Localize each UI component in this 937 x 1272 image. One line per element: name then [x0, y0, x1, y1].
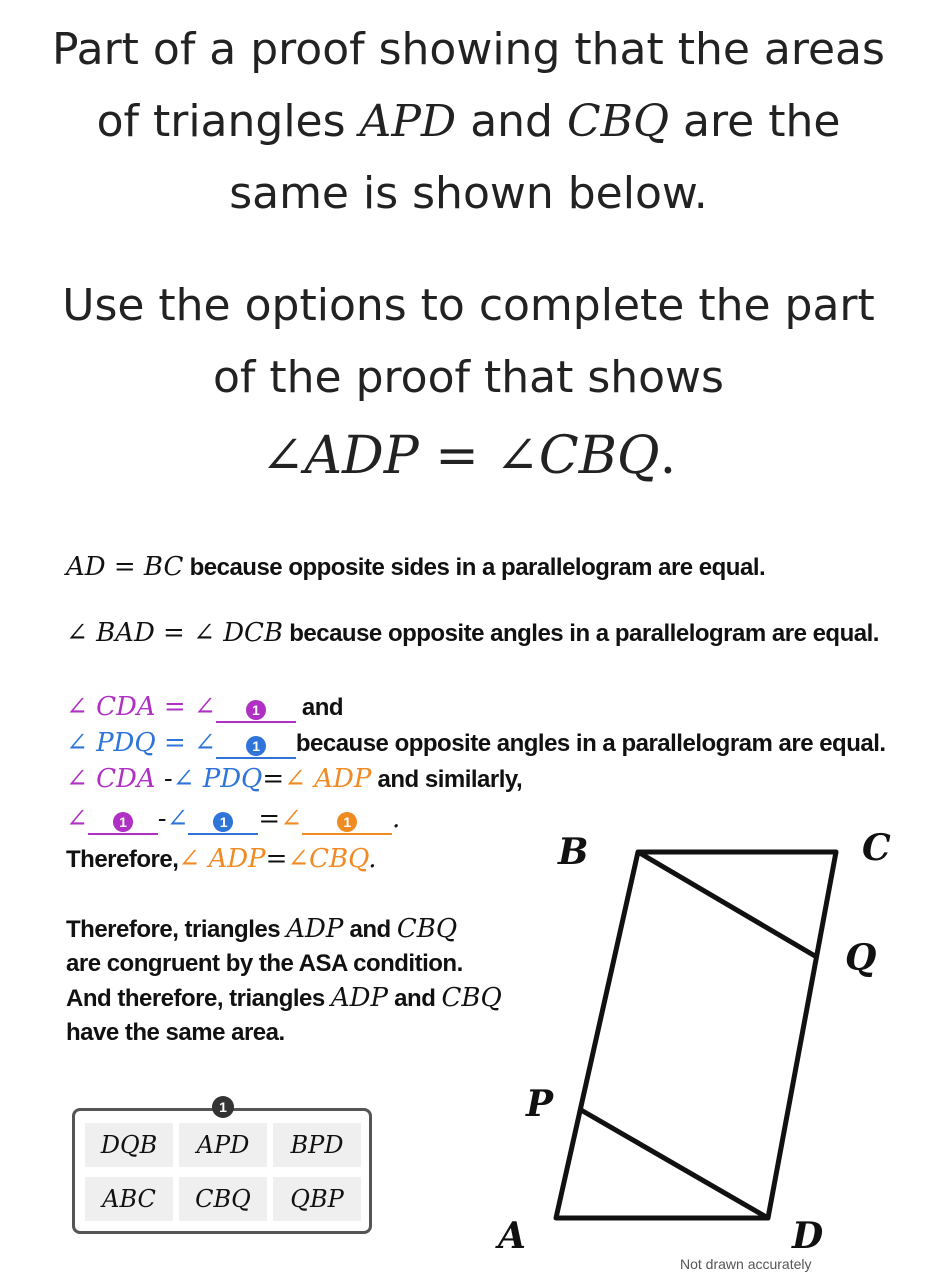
- proof-line-5: [66, 764, 522, 794]
- point-label-p: P: [526, 1083, 554, 1125]
- proof-text: And therefore, triangles: [66, 985, 331, 1012]
- intro-text: of triangles: [96, 96, 360, 147]
- triangle-apd-label: APD: [359, 96, 457, 147]
- angle-symbol: ∠: [66, 692, 88, 722]
- math-cda: CDA: [96, 692, 156, 722]
- eq-period: .: [659, 426, 677, 486]
- math-period: .: [391, 804, 401, 834]
- segment-bq: [638, 852, 815, 956]
- answer-blank-4[interactable]: [188, 809, 258, 835]
- point-label-q: Q: [845, 937, 877, 979]
- proof-line-3: [66, 692, 343, 723]
- conclusion-line-1: [66, 912, 502, 947]
- conclusion-line-2: are congruent by the ASA condition.: [66, 950, 463, 977]
- option-apd[interactable]: APD: [179, 1123, 267, 1167]
- instruction-paragraph: [0, 270, 937, 492]
- math-adp: ADP: [330, 983, 389, 1013]
- blank-number-badge: 1: [246, 736, 266, 756]
- math-adp: ADP: [208, 844, 266, 874]
- not-to-scale-note: Not drawn accurately: [680, 1256, 812, 1272]
- parallelogram-abcd: [556, 852, 836, 1218]
- option-qbp[interactable]: QBP: [273, 1177, 361, 1221]
- proof-text: because opposite angles in a parallelogram are equal.: [283, 620, 879, 647]
- conclusion-paragraph: [66, 912, 502, 1050]
- math-equals: =: [154, 618, 194, 648]
- options-number-badge: 1: [212, 1096, 234, 1118]
- proof-line-7: [66, 844, 376, 874]
- proof-text: and: [295, 694, 344, 721]
- segment-pd: [581, 1110, 768, 1218]
- option-dqb[interactable]: DQB: [85, 1123, 173, 1167]
- math-cda: CDA: [96, 764, 156, 794]
- math-ad-bc: AD = BC: [66, 552, 184, 582]
- answer-blank-5[interactable]: [302, 809, 392, 835]
- math-period: .: [368, 844, 377, 874]
- proof-text: and: [343, 916, 397, 943]
- math-cbq: CBQ: [309, 844, 369, 874]
- math-cbq: CBQ: [396, 914, 458, 944]
- proof-text: and: [388, 985, 442, 1012]
- angle-symbol: ∠: [66, 764, 88, 794]
- option-cbq[interactable]: CBQ: [179, 1177, 267, 1221]
- proof-line-6: [66, 804, 400, 835]
- angle-symbol: ∠: [66, 618, 88, 648]
- math-pdq: PDQ: [96, 728, 156, 758]
- math-adp: ADP: [286, 914, 344, 944]
- proof-line-1: [66, 552, 765, 582]
- math-equals: =: [265, 844, 288, 874]
- option-bpd[interactable]: BPD: [273, 1123, 361, 1167]
- vertex-label-b: B: [558, 831, 589, 873]
- intro-paragraph: [0, 14, 937, 230]
- angle-symbol: ∠: [193, 692, 216, 722]
- angle-symbol: ∠: [66, 728, 88, 758]
- math-equals: =: [262, 764, 285, 794]
- angle-symbol: ∠: [66, 804, 88, 834]
- instruction-line-1: Use the options to complete the part: [62, 280, 875, 331]
- math-adp: ADP: [314, 764, 372, 794]
- angle-symbol: ∠: [260, 426, 305, 486]
- vertex-label-d: D: [792, 1215, 824, 1257]
- options-panel: [72, 1108, 372, 1234]
- math-bad: BAD: [96, 618, 155, 648]
- math-cbq: CBQ: [441, 983, 502, 1013]
- blank-number-badge: 1: [113, 812, 133, 832]
- proof-text: Therefore, triangles: [66, 916, 287, 943]
- intro-line-1: Part of a proof showing that the areas: [52, 24, 885, 75]
- conclusion-line-3: [66, 981, 502, 1016]
- triangle-cbq-label: CBQ: [566, 96, 670, 147]
- proof-text: Therefore,: [66, 846, 179, 873]
- proof-line-4: [66, 728, 886, 759]
- blank-number-badge: 1: [337, 812, 357, 832]
- math-equals: =: [155, 728, 195, 758]
- angle-symbol: ∠: [166, 804, 189, 834]
- vertex-label-c: C: [862, 827, 891, 869]
- eq-equals: =: [418, 426, 496, 486]
- math-pdq: PDQ: [202, 764, 263, 794]
- proof-text: because opposite sides in a parallelogram are equal.: [183, 554, 766, 581]
- proof-text: because opposite angles in a parallelogram are equal.: [295, 730, 886, 757]
- eq-left: ADP: [304, 426, 419, 486]
- math-minus: -: [157, 804, 167, 834]
- answer-blank-3[interactable]: [88, 809, 158, 835]
- proof-text: and similarly,: [371, 766, 523, 793]
- eq-right: CBQ: [538, 426, 660, 486]
- answer-blank-2[interactable]: [216, 733, 296, 759]
- vertex-label-a: A: [498, 1215, 526, 1257]
- angle-symbol: ∠: [495, 426, 539, 486]
- math-dcb: DCB: [223, 618, 284, 648]
- answer-blank-1[interactable]: [216, 697, 296, 723]
- intro-line-3: same is shown below.: [229, 168, 708, 219]
- blank-number-badge: 1: [213, 812, 233, 832]
- math-minus: -: [155, 764, 173, 794]
- proof-line-2: [66, 618, 879, 648]
- angle-symbol: ∠: [172, 764, 195, 794]
- option-abc[interactable]: ABC: [85, 1177, 173, 1221]
- intro-line-2: [0, 86, 937, 158]
- intro-text: are the: [669, 96, 841, 147]
- angle-symbol: ∠: [178, 844, 201, 874]
- angle-symbol: ∠: [280, 804, 302, 834]
- angle-symbol: ∠: [284, 764, 306, 794]
- intro-text: and: [456, 96, 567, 147]
- parallelogram-diagram: [490, 820, 910, 1260]
- blank-number-badge: 1: [246, 700, 266, 720]
- target-equation: [0, 420, 937, 492]
- instruction-line-2: of the proof that shows: [213, 352, 724, 403]
- angle-symbol: ∠: [193, 618, 215, 648]
- math-equals: =: [258, 804, 281, 834]
- angle-symbol: ∠: [194, 728, 216, 758]
- conclusion-line-4: have the same area.: [66, 1019, 285, 1046]
- math-equals: =: [155, 692, 194, 722]
- angle-symbol: ∠: [287, 844, 310, 874]
